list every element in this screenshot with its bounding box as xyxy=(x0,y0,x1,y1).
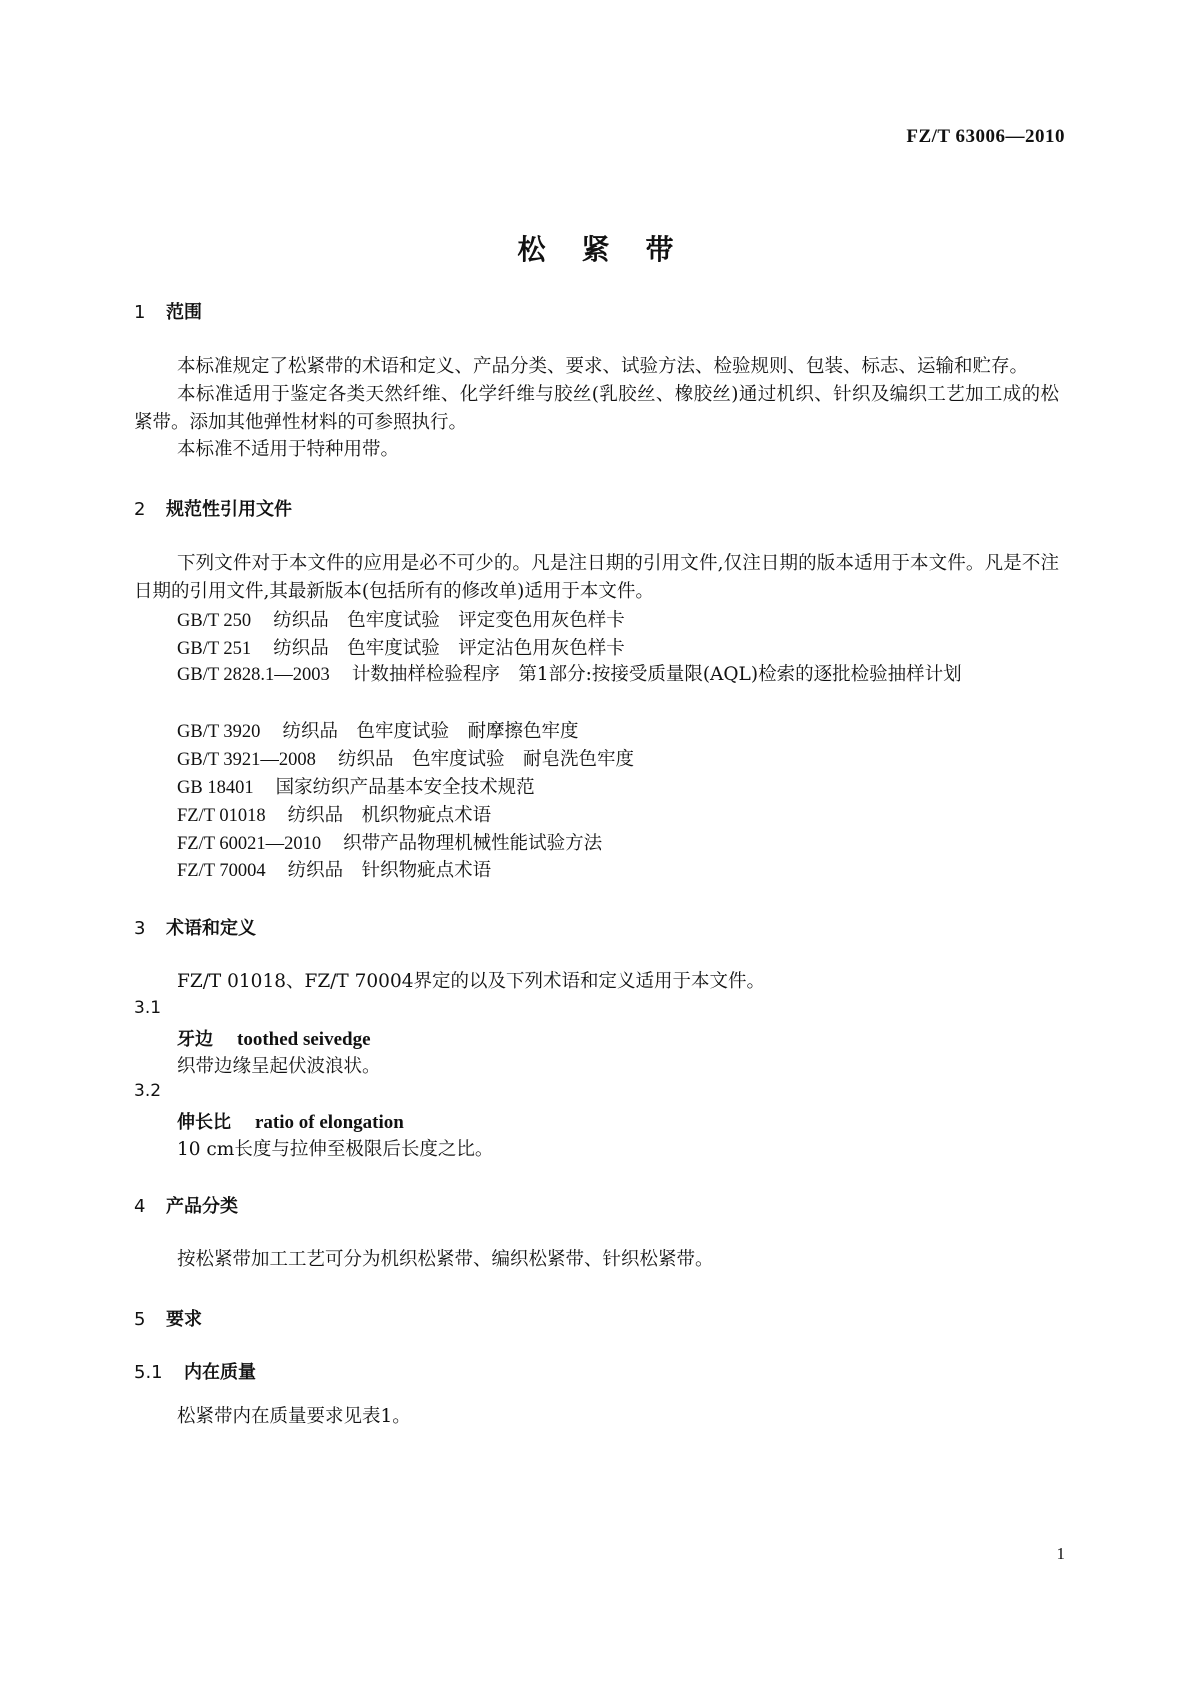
term-definition: 织带边缘呈起伏波浪状。 xyxy=(177,1056,381,1077)
reference-title: 织带产品物理机械性能试验方法 xyxy=(343,833,603,854)
term-en: ratio of elongation xyxy=(255,1112,404,1133)
reference-title: 纺织品 色牢度试验 评定沾色用灰色样卡 xyxy=(273,638,625,659)
section-number: 5 xyxy=(134,1309,146,1330)
reference-item xyxy=(134,661,1059,689)
reference-code: GB/T 250 xyxy=(177,611,252,631)
term-number: 3.2 xyxy=(134,1081,162,1101)
section-heading-normative-references xyxy=(134,495,292,521)
section-heading-requirements xyxy=(134,1305,202,1331)
section-number: 2 xyxy=(134,499,146,520)
paragraph: 松紧带内在质量要求见表1。 xyxy=(177,1406,411,1427)
paragraph: 本标准规定了松紧带的术语和定义、产品分类、要求、试验方法、检验规则、包装、标志、运输和贮存。 xyxy=(177,356,1029,377)
section-heading-terms-and-definitions xyxy=(134,914,256,940)
section-title: 内在质量 xyxy=(184,1362,256,1383)
section-heading-scope xyxy=(134,298,202,324)
section-title: 规范性引用文件 xyxy=(166,499,292,520)
document-title: 松紧带 xyxy=(517,233,710,266)
reference-item xyxy=(177,634,625,660)
reference-code: FZ/T 70004 xyxy=(177,861,266,881)
reference-title: 国家纺织产品基本安全技术规范 xyxy=(275,777,535,798)
paragraph: FZ/T 01018、FZ/T 70004界定的以及下列术语和定义适用于本文件。 xyxy=(177,971,765,992)
reference-title: 纺织品 色牢度试验 耐皂洗色牢度 xyxy=(337,749,634,770)
reference-code: FZ/T 60021—2010 xyxy=(177,834,322,854)
reference-item xyxy=(177,773,535,799)
reference-title: 计数抽样检验程序 第1部分:按接受质量限(AQL)检索的逐批检验抽样计划 xyxy=(351,664,962,685)
section-title: 产品分类 xyxy=(166,1196,238,1217)
section-title: 范围 xyxy=(166,302,202,323)
term-zh: 牙边 xyxy=(177,1029,213,1050)
reference-title: 纺织品 色牢度试验 耐摩擦色牢度 xyxy=(282,721,579,742)
reference-code: GB/T 251 xyxy=(177,639,252,659)
reference-item xyxy=(177,829,602,855)
term-zh: 伸长比 xyxy=(177,1112,231,1133)
section-title: 要求 xyxy=(166,1309,202,1330)
standard-code: FZ/T 63006—2010 xyxy=(906,126,1065,147)
paragraph: 按松紧带加工工艺可分为机织松紧带、编织松紧带、针织松紧带。 xyxy=(177,1249,714,1270)
reference-code: GB/T 2828.1—2003 xyxy=(177,665,330,685)
term-entry xyxy=(177,1025,371,1051)
section-number: 1 xyxy=(134,302,146,323)
section-number: 5.1 xyxy=(134,1362,163,1383)
reference-title: 纺织品 机织物疵点术语 xyxy=(287,805,492,826)
reference-item xyxy=(177,606,625,632)
paragraph: 本标准适用于鉴定各类天然纤维、化学纤维与胶丝(乳胶丝、橡胶丝)通过机织、针织及编织工艺加工成的松紧带。添加其他弹性材料的可参照执行。 xyxy=(134,384,1059,433)
reference-code: FZ/T 01018 xyxy=(177,806,266,826)
paragraph: 本标准不适用于特种用带。 xyxy=(177,439,400,460)
term-en: toothed seivedge xyxy=(237,1029,371,1050)
section-title: 术语和定义 xyxy=(166,918,256,939)
reference-code: GB/T 3920 xyxy=(177,722,261,742)
section-number: 4 xyxy=(134,1196,146,1217)
term-definition: 10 cm长度与拉伸至极限后长度之比。 xyxy=(177,1139,494,1160)
reference-item xyxy=(177,801,491,827)
paragraph: 下列文件对于本文件的应用是必不可少的。凡是注日期的引用文件,仅注日期的版本适用于本文件。凡是不注日期的引用文件,其最新版本(包括所有的修改单)适用于本文件。 xyxy=(134,553,1059,602)
reference-item xyxy=(177,856,491,882)
reference-title: 纺织品 针织物疵点术语 xyxy=(287,860,492,881)
page-number: 1 xyxy=(1056,1544,1065,1563)
reference-item xyxy=(177,745,634,771)
reference-item xyxy=(177,717,578,743)
reference-code: GB/T 3921—2008 xyxy=(177,750,316,770)
section-heading-product-classification xyxy=(134,1192,238,1218)
subsection-heading-intrinsic-quality xyxy=(134,1358,256,1384)
term-number: 3.1 xyxy=(134,998,162,1018)
section-number: 3 xyxy=(134,918,146,939)
reference-title: 纺织品 色牢度试验 评定变色用灰色样卡 xyxy=(273,610,625,631)
term-entry xyxy=(177,1108,404,1134)
reference-code: GB 18401 xyxy=(177,778,254,798)
